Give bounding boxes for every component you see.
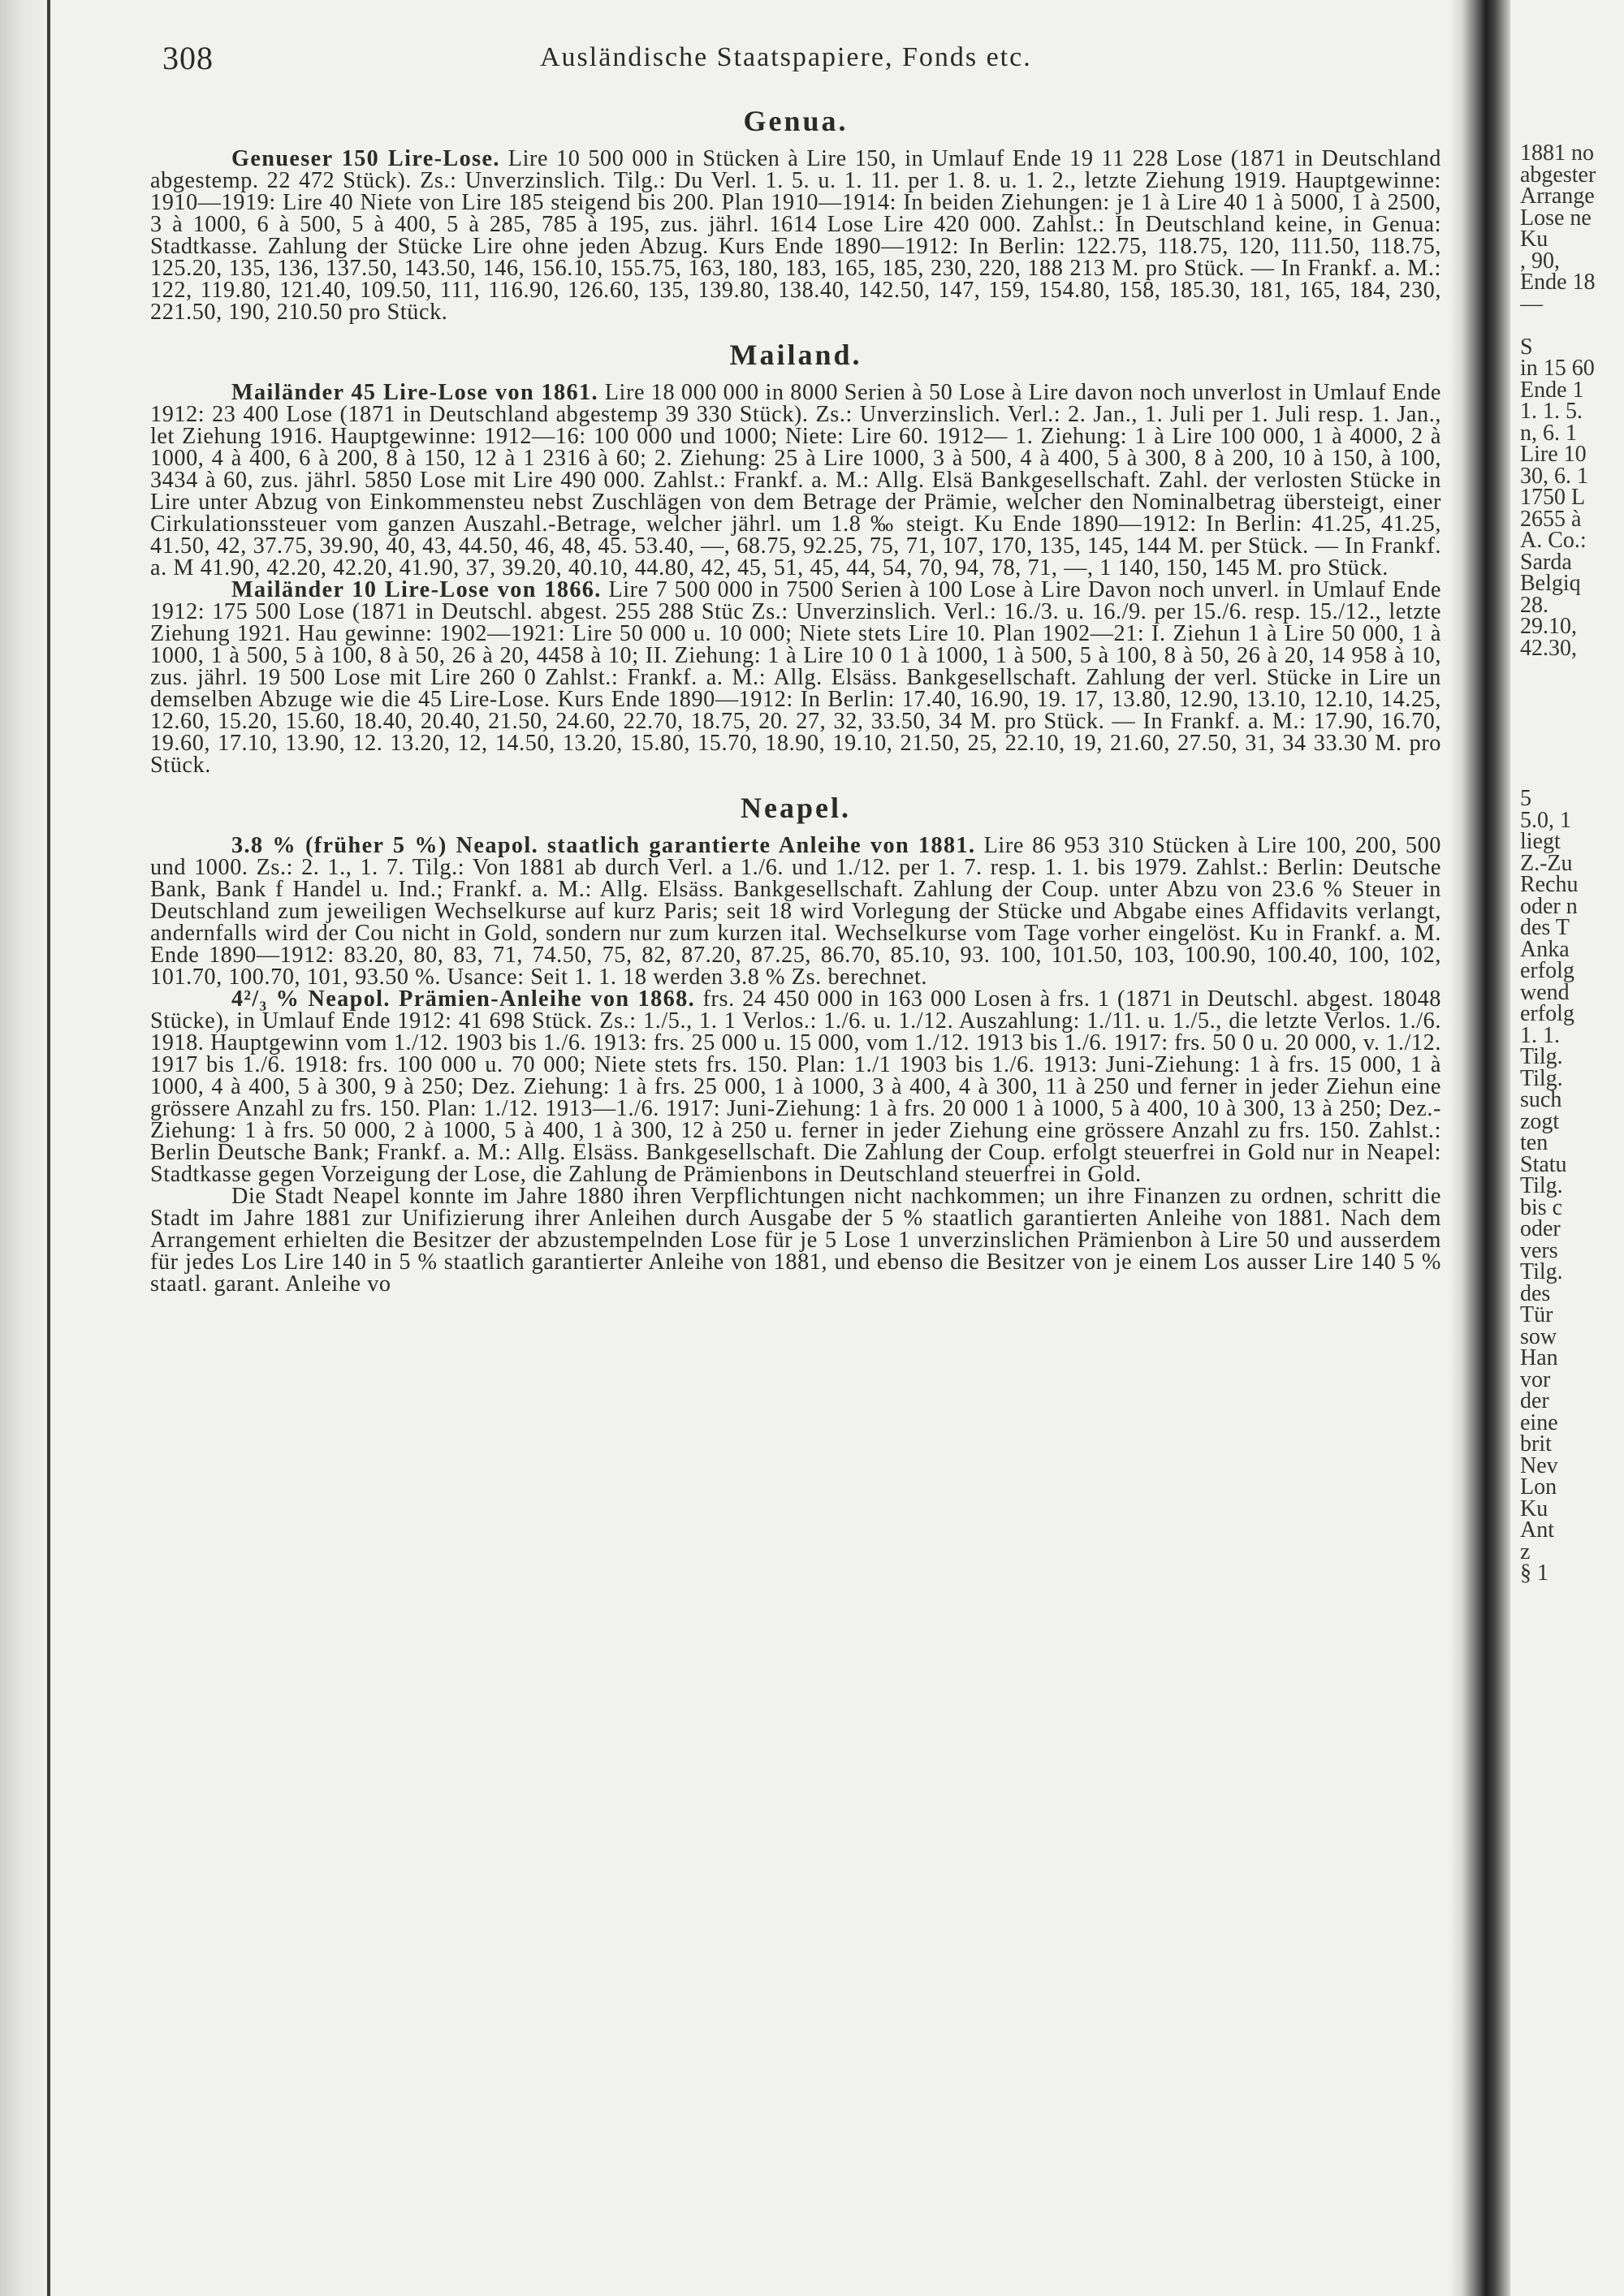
facing-page-fragment: ten bbox=[1520, 1130, 1548, 1155]
section-title-neapel: Neapel. bbox=[741, 792, 851, 824]
facing-page-fragment: oder n bbox=[1520, 893, 1578, 919]
facing-page-fragment: 28. bbox=[1520, 592, 1548, 618]
facing-page-fragment bbox=[1520, 680, 1624, 702]
facing-page-fragment: , 90, bbox=[1520, 248, 1560, 274]
facing-page-fragment: Tilg. bbox=[1520, 1065, 1563, 1091]
facing-page-fragment: vers bbox=[1520, 1237, 1558, 1263]
facing-page-fragment: Ant bbox=[1520, 1517, 1554, 1543]
entry-text: Lire 10 500 000 in Stücken à Lire 150, in Umlauf Ende 19 11 228 Lose (1871 in Deutschland abgestemp. 22 472 Stück). Zs.: Unverzinslich. Tilg.: Du Verl. 1. 5. u. 1. 11. per 1. 8. u. 1. 2., letzte Ziehung 1919. Hauptgewinne: 1910—1919: Lire 40 Niete von Lire 185 steigend bis 200. Plan 1910—1914: In beiden Ziehungen: je 1 à Lire 40 1 à 5000, 1 à 2500, 3 à 1000, 6 à 500, 5 à 400, 5 à 285, 785 à 195, zus. jährl. 1614 Lose Lire 420 000. Zahlst.: In Deutschland keine, in Genua: Stadtkasse. Zahlung der Stücke Lire ohne jeden Abzug. Kurs Ende 1890—1912: In Berlin: 122.75, 118.75, 120, 111.50, 118.75, 125.20, 135, 136, 137.50, 143.50, 146, 156.10, 155.75, 163, 180, 183, 165, 185, 230, 220, 188 213 M. pro Stück. — In Frankf. a. M.: 122, 119.80, 121.40, 109.50, 111, 116.90, 126.60, 135, 139.80, 138.40, 142.50, 147, 159, 154.80, 158, 185.30, 181, 165, 184, 230, 221.50, 190, 210.50 pro Stück. bbox=[150, 146, 1441, 325]
page-number: 308 bbox=[162, 40, 214, 76]
section-title-genua: Genua. bbox=[743, 105, 849, 137]
facing-page-fragment: Tilg. bbox=[1520, 1259, 1563, 1284]
facing-page-fragment: Tilg. bbox=[1520, 1173, 1563, 1198]
left-page-edge bbox=[0, 0, 57, 2296]
facing-page-fragment: wend bbox=[1520, 979, 1570, 1005]
facing-page-fragment: Tür bbox=[1520, 1302, 1553, 1327]
facing-page-fragment: 1881 no bbox=[1520, 142, 1594, 166]
facing-page-fragment: Ku bbox=[1520, 1495, 1548, 1521]
facing-page-fragment: liegt bbox=[1520, 829, 1561, 854]
entry-text: frs. 24 450 000 in 163 000 Losen à frs. 1 (1871 in Deutschl. abgest. 18048 Stücke), in Umlauf Ende 1912: 41 698 Stück. Zs.: 1./5., 1. 1 Verlos.: 1./6. u. 1./12. Auszahlung: 1./11. u. 1./5., die letzte Verlos. 1./6. 1918. Hauptgewinn vom 1./12. 1903 bis 1./6. 1913: frs. 25 000 u. 15 000, vom 1./12. 1913 bis 1./6. 1917: frs. 50 0 u. 20 000, v. 1./12. 1917 bis 1./6. 1918: frs. 100 000 u. 70 000; Niete stets frs. 150. Plan: 1./1 1903 bis 1./6. 1913: Juni-Ziehung: 1 à frs. 15 000, 1 à 1000, 4 à 400, 5 à 300, 9 à 250; Dez. Ziehung: 1 à frs. 25 000, 1 à 1000, 3 à 400, 4 à 300, 11 à 250 und ferner in jeder Ziehun eine grössere Anzahl zu frs. 150. Plan: 1./12. 1913—1./6. 1917: Juni-Ziehung: 1 à frs. 20 000 1 à 1000, 5 à 400, 10 à 300, 13 à 250; Dez.-Ziehung: 1 à frs. 50 000, 2 à 1000, 5 à 400, 1 à 300, 12 à 250 u. ferner in jeder Ziehung eine grössere Anzahl zu frs. 150. Zahlst.: Berlin Deutsche Bank; Frankf. a. M.: Allg. Elsäss. Bankgesellschaft. Die Zahlung der Coup. erfolgt steuerfrei in Gold nur in Neapel: Stadtkasse gegen Vorzeigung der Lose, die Zahlung de Prämienbons in Deutschland steuerfrei in Gold. bbox=[150, 986, 1441, 1187]
facing-page-fragment: z bbox=[1520, 1539, 1531, 1564]
facing-page-fragment: Tilg. bbox=[1520, 1044, 1563, 1069]
facing-page-fragment: Lire 10 bbox=[1520, 442, 1587, 467]
facing-page-fragment: erfolg bbox=[1520, 1001, 1574, 1026]
facing-page-fragment: Lose ne bbox=[1520, 205, 1592, 231]
facing-page-fragment: 42.30, bbox=[1520, 635, 1577, 661]
facing-page-fragment: erfolg bbox=[1520, 958, 1574, 983]
facing-page-fragment: des bbox=[1520, 1280, 1551, 1306]
entry-paragraph bbox=[150, 1185, 1441, 1295]
entry-paragraph bbox=[150, 579, 1441, 776]
entry-genueser-lose bbox=[150, 148, 1441, 323]
facing-page-fragment bbox=[1520, 744, 1624, 766]
entry-text: Lire 18 000 000 in 8000 Serien à 50 Lose à Lire davon noch unverlost in Umlauf Ende 1912: 23 400 Lose (1871 in Deutschland abgestemp 39 330 Stück). Zs.: Unverzinslich. Verl.: 2. Jan., 1. Juli per 1. Juli resp. 1. Jan., let Ziehung 1916. Hauptgewinne: 1912—16: 100 000 und 1000; Niete: Lire 60. 1912— 1. Ziehung: 1 à Lire 100 000, 1 à 4000, 2 à 1000, 4 à 400, 6 à 200, 8 à 150, 12 à 1 2316 à 60; 2. Ziehung: 25 à Lire 1000, 3 à 500, 4 à 400, 5 à 300, 8 à 200, 10 à 150, à 100, 3434 à 60, zus. jährl. 5850 Lose mit Lire 490 000. Zahlst.: Frankf. a. M.: Allg. Elsä Bankgesellschaft. Zahl. der verlosten Stücke in Lire unter Abzug von Einkommensteu nebst Zuschlägen von dem Betrage der Prämie, welcher den Nominalbetrag übersteigt, einer Cirkulationssteuer vom ganzen Auszahl.-Betrage, welcher jährl. um 1.8 ‰ steigt. Ku Ende 1890—1912: In Berlin: 41.25, 41.25, 41.50, 42, 37.75, 39.90, 40, 43, 44.50, 46, 48, 45. 53.40, —, 68.75, 92.25, 75, 71, 107, 170, 135, 145, 144 M. per Stück. — In Frankf. a. M 41.90, 42.20, 42.20, 41.90, 37, 39.20, 40.10, 44.80, 42, 45, 51, 45, 44, 54, 70, 94, 78, 71, —, 1 140, 150, 145 M. pro Stück. bbox=[150, 380, 1441, 580]
facing-page-fragment: Han bbox=[1520, 1345, 1558, 1370]
facing-page-fragment: vor bbox=[1520, 1366, 1551, 1392]
facing-page-fragment: S bbox=[1520, 334, 1533, 360]
entry-lead: 4²/₃ % Neapol. Prämien-Anleihe von 1868. bbox=[231, 986, 696, 1012]
facing-page-fragment: 1750 L bbox=[1520, 485, 1586, 510]
facing-page-fragment: Statu bbox=[1520, 1151, 1567, 1177]
facing-page-fragment bbox=[1520, 314, 1624, 336]
facing-page-fragment: abgester bbox=[1520, 162, 1596, 188]
entry-mailaender-45-lose bbox=[150, 382, 1441, 579]
running-head: Ausländische Staatspapiere, Fonds etc. bbox=[540, 42, 1032, 72]
facing-page-fragment: 2655 à bbox=[1520, 506, 1582, 532]
facing-page-fragment bbox=[1520, 658, 1624, 680]
facing-page-fragment: der bbox=[1520, 1388, 1549, 1413]
facing-page-fragment: — bbox=[1520, 291, 1543, 317]
entry-lead: Genueser 150 Lire-Lose. bbox=[231, 146, 500, 171]
facing-page-fragment: in 15 60 bbox=[1520, 356, 1595, 381]
facing-page-fragment: 1. 1. 5. bbox=[1520, 399, 1583, 424]
facing-page-fragment: Anka bbox=[1520, 936, 1570, 962]
facing-page-fragment: zogt bbox=[1520, 1108, 1560, 1134]
facing-page-fragment bbox=[1520, 723, 1624, 745]
facing-page-fragment: oder bbox=[1520, 1216, 1561, 1241]
entry-paragraph bbox=[150, 148, 1441, 323]
facing-page-fragment: 29.10, bbox=[1520, 614, 1577, 639]
facing-page-fragment: brit bbox=[1520, 1431, 1552, 1457]
facing-page-fragment: Arrange bbox=[1520, 183, 1595, 209]
facing-page-fragment: bis c bbox=[1520, 1194, 1563, 1220]
entry-paragraph bbox=[150, 835, 1441, 988]
entry-text: Die Stadt Neapel konnte im Jahre 1880 ihren Verpflichtungen nicht nachkommen; un ihre Finanzen zu ordnen, schritt die Stadt im Jahre 1881 zur Unifizierung ihrer Anleihen durch Ausgabe der 5 % staatlich garantierten Anleihe von 1881. Nach dem Arrangement erhielten die Besitzer der abzustempelnden Lose für je 5 Lose 1 unverzinslichen Prämienbon à Lire 50 und ausserdem für jedes Los Lire 140 in 5 % staatlich garantierter Anleihe von 1881, und ebenso die Besitzer von je einem Los ausser Lire 140 5 % staatl. garant. Anleihe vo bbox=[150, 1184, 1441, 1297]
page-header bbox=[150, 32, 1441, 89]
facing-page-fragment: Belgiq bbox=[1520, 571, 1581, 596]
facing-page-fragment: des T bbox=[1520, 915, 1570, 940]
facing-page-fragment: sow bbox=[1520, 1323, 1557, 1349]
facing-page-fragment: Sarda bbox=[1520, 549, 1572, 575]
facing-page-fragment: Ende 18 bbox=[1520, 270, 1596, 295]
facing-page-fragment: § 1 bbox=[1520, 1560, 1548, 1586]
facing-page-fragment: 5.0, 1 bbox=[1520, 807, 1571, 833]
entry-text: Lire 86 953 310 Stücken à Lire 100, 200, 500 und 1000. Zs.: 2. 1., 1. 7. Tilg.: Von 1881 ab durch Verl. a 1./6. und 1./12. per 1. 7. resp. 1. 1. bis 1979. Zahlst.: Berlin: Deutsche Bank, Bank f Handel u. Ind.; Frankf. a. M.: Allg. Elsäss. Bankgesellschaft. Zahlung der Coup. unter Abzu von 23.6 % Steuer in Deutschland zum jeweiligen Wechselkurse auf kurz Paris; seit 18 wird Vorlegung der Stücke und Abgabe eines Affidavits verlangt, andernfalls wird der Cou nicht in Gold, sondern nur zum kurzen ital. Wechselkurse vom Tage vorher eingelöst. Ku in Frankf. a. M. Ende 1890—1912: 83.20, 80, 83, 71, 74.50, 75, 82, 87.20, 87.25, 86.70, 85.10, 93. 100, 101.50, 103, 100.90, 100.40, 100, 102, 101.70, 100.70, 101, 93.50 %. Usance: Seit 1. 1. 18 werden 3.8 % Zs. berechnet. bbox=[150, 833, 1441, 990]
facing-page-fragment bbox=[1520, 701, 1624, 723]
facing-page-fragment: such bbox=[1520, 1087, 1562, 1112]
facing-page-fragment: Ku bbox=[1520, 227, 1548, 252]
section-title-mailand: Mailand. bbox=[729, 339, 862, 371]
main-column bbox=[150, 32, 1441, 1295]
facing-page-fragment bbox=[1520, 766, 1624, 788]
facing-page-fragment: 5 bbox=[1520, 786, 1531, 811]
facing-page-fragment: Z.-Zu bbox=[1520, 850, 1573, 876]
entry-lead: Mailänder 45 Lire-Lose von 1861. bbox=[231, 380, 598, 405]
entry-neapol-anleihe-1881 bbox=[150, 835, 1441, 988]
entry-paragraph bbox=[150, 382, 1441, 579]
facing-page-fragment: A. Co.: bbox=[1520, 528, 1587, 553]
facing-page-fragment: Nev bbox=[1520, 1452, 1558, 1478]
entry-lead: Mailänder 10 Lire-Lose von 1866. bbox=[231, 577, 602, 602]
entry-neapol-praemien-anleihe-1868 bbox=[150, 988, 1441, 1185]
facing-page-fragment: Lon bbox=[1520, 1474, 1557, 1500]
next-page-fragment-column bbox=[1520, 142, 1624, 2296]
facing-page-fragment: Rechu bbox=[1520, 872, 1579, 897]
entry-text: Lire 7 500 000 in 7500 Serien à 100 Lose à Lire Davon noch unverl. in Umlauf Ende 1912: 175 500 Lose (1871 in Deutschl. abgest. 255 288 Stüc Zs.: Unverzinslich. Verl.: 16./3. u. 16./9. per 15./6. resp. 15./12., letzte Ziehung 1921. Hau gewinne: 1902—1921: Lire 50 000 u. 10 000; Niete stets Lire 10. Plan 1902—21: I. Ziehun 1 à Lire 50 000, 1 à 1000, 1 à 500, 5 à 100, 8 à 50, 26 à 20, 4458 à 10; II. Ziehung: 1 à Lire 10 0 1 à 1000, 1 à 500, 5 à 100, 8 à 50, 26 à 20, 14 958 à 10, zus. jährl. 19 500 Lose mit Lire 260 0 Zahlst.: Frankf. a. M.: Allg. Elsäss. Bankgesellschaft. Zahlung der verl. Stücke in Lire un demselben Abzuge wie die 45 Lire-Lose. Kurs Ende 1890—1912: In Berlin: 17.40, 16.90, 19. 17, 13.80, 12.90, 13.10, 12.10, 14.25, 12.60, 15.20, 15.60, 18.40, 20.40, 21.50, 24.60, 22.70, 18.75, 20. 27, 32, 33.50, 34 M. pro Stück. — In Frankf. a. M.: 17.90, 16.70, 19.60, 17.10, 13.90, 12. 13.20, 12, 14.50, 13.20, 15.80, 15.70, 18.90, 19.10, 21.50, 25, 22.10, 19, 21.60, 27.50, 31, 34 33.30 M. pro Stück. bbox=[150, 577, 1441, 778]
facing-page-fragment: 30, 6. 1 bbox=[1520, 463, 1588, 489]
facing-page-fragment: eine bbox=[1520, 1409, 1558, 1435]
entry-paragraph bbox=[150, 988, 1441, 1185]
entry-neapel-history bbox=[150, 1185, 1441, 1295]
facing-page-fragment: n, 6. 1 bbox=[1520, 420, 1577, 446]
facing-page-fragment: Ende 1 bbox=[1520, 377, 1584, 403]
facing-page-fragment: 1. 1. bbox=[1520, 1022, 1560, 1048]
entry-mailaender-10-lose bbox=[150, 579, 1441, 776]
book-gutter bbox=[1449, 0, 1510, 2296]
entry-lead: 3.8 % (früher 5 %) Neapol. staatlich garantierte Anleihe von 1881. bbox=[231, 833, 976, 858]
